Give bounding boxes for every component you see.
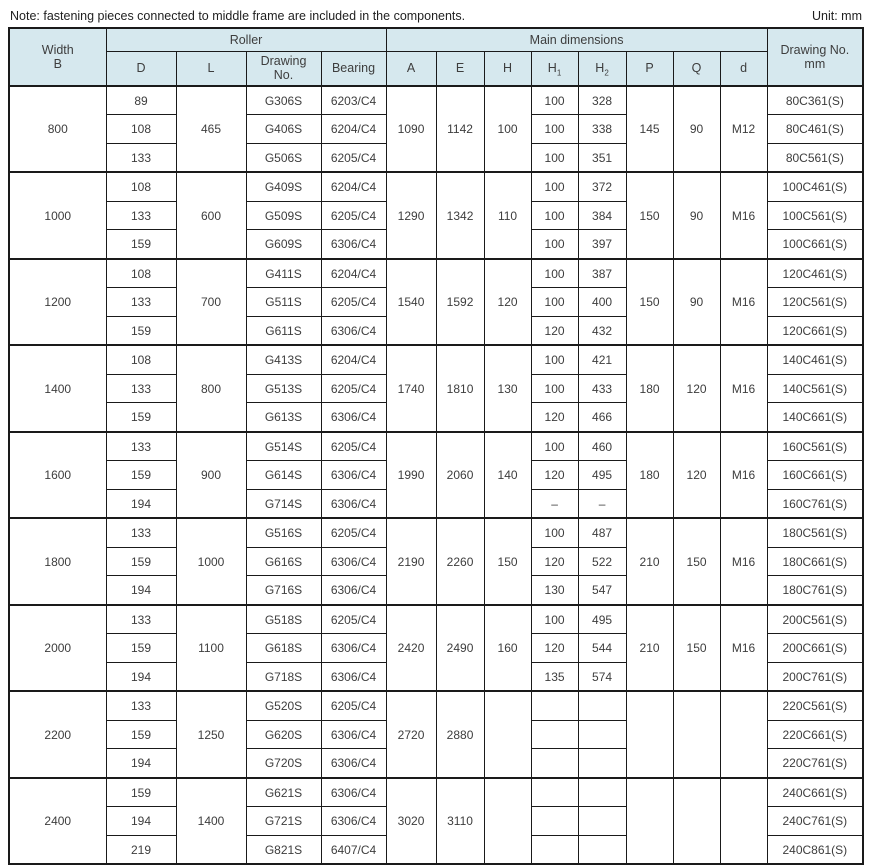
roller-drawing-no-cell: G821S (246, 835, 321, 864)
bearing-cell: 6306/C4 (321, 778, 386, 807)
h2-cell: 522 (578, 547, 626, 576)
h-cell (484, 691, 531, 778)
drawing-no-mm-cell: 100C661(S) (767, 230, 863, 259)
drawing-no-mm-cell: 80C361(S) (767, 86, 863, 115)
roller-drawing-no-cell: G516S (246, 518, 321, 547)
bearing-cell: 6205/C4 (321, 518, 386, 547)
col-header-h2 (578, 52, 626, 86)
drawing-no-mm-cell: 220C561(S) (767, 691, 863, 720)
h1-sub: 1 (556, 68, 562, 78)
l-cell: 1000 (176, 518, 246, 605)
h2-cell: 372 (578, 172, 626, 201)
d-thread-cell: M16 (720, 605, 767, 692)
h1-cell: – (531, 489, 578, 518)
l-cell: 700 (176, 259, 246, 346)
h2-cell: 397 (578, 230, 626, 259)
h1-cell: 135 (531, 662, 578, 691)
h-cell: 130 (484, 345, 531, 432)
table-body (9, 86, 863, 865)
roller-drawing-no-cell: G616S (246, 547, 321, 576)
drawing-no-mm-cell: 180C561(S) (767, 518, 863, 547)
h2-cell: 400 (578, 288, 626, 317)
col-header-d: D (106, 52, 176, 86)
l-cell: 800 (176, 345, 246, 432)
q-cell: 150 (673, 605, 720, 692)
d-thread-cell: M16 (720, 259, 767, 346)
h1-cell: 100 (531, 115, 578, 144)
drawing-no-mm-cell: 240C861(S) (767, 835, 863, 864)
table-header (9, 28, 863, 86)
a-cell: 2720 (386, 691, 436, 778)
d-cell: 194 (106, 807, 176, 836)
col-header-drawing-line2: mm (804, 56, 826, 71)
roller-drawing-no-cell: G613S (246, 403, 321, 432)
a-cell: 1090 (386, 86, 436, 173)
d-thread-cell: M16 (720, 518, 767, 605)
table-row (9, 86, 863, 115)
h1-cell: 100 (531, 432, 578, 461)
d-cell: 159 (106, 403, 176, 432)
bearing-cell: 6306/C4 (321, 489, 386, 518)
drawing-no-mm-cell: 200C561(S) (767, 605, 863, 634)
e-cell: 1592 (436, 259, 484, 346)
q-cell: 90 (673, 259, 720, 346)
bearing-cell: 6306/C4 (321, 403, 386, 432)
table-row (9, 172, 863, 201)
col-header-width-line2: B (53, 56, 62, 71)
h-cell: 160 (484, 605, 531, 692)
h1-cell (531, 778, 578, 807)
bearing-cell: 6205/C4 (321, 143, 386, 172)
e-cell: 2260 (436, 518, 484, 605)
col-header-bearing: Bearing (321, 52, 386, 86)
h2-cell: 487 (578, 518, 626, 547)
roller-drawing-no-cell: G506S (246, 143, 321, 172)
width-b-cell: 1000 (9, 172, 106, 259)
d-cell: 133 (106, 288, 176, 317)
d-thread-cell: M16 (720, 345, 767, 432)
h2-sub: 2 (604, 68, 609, 78)
h1-cell: 120 (531, 634, 578, 663)
d-cell: 219 (106, 835, 176, 864)
d-cell: 194 (106, 576, 176, 605)
d-cell: 159 (106, 547, 176, 576)
d-cell: 159 (106, 634, 176, 663)
roller-drawing-no-cell: G611S (246, 316, 321, 345)
bearing-cell: 6306/C4 (321, 807, 386, 836)
d-cell: 159 (106, 316, 176, 345)
h2-cell (578, 778, 626, 807)
roller-drawing-no-cell: G409S (246, 172, 321, 201)
drawing-no-mm-cell: 120C461(S) (767, 259, 863, 288)
col-header-e: E (436, 52, 484, 86)
h1-cell: 100 (531, 288, 578, 317)
drawing-no-mm-cell: 140C561(S) (767, 374, 863, 403)
roller-drawing-no-cell: G509S (246, 201, 321, 230)
h2-cell: – (578, 489, 626, 518)
h-cell: 140 (484, 432, 531, 519)
d-cell: 133 (106, 143, 176, 172)
col-header-l: L (176, 52, 246, 86)
bearing-cell: 6306/C4 (321, 230, 386, 259)
p-cell (626, 778, 673, 865)
h1-cell (531, 807, 578, 836)
table-row (9, 605, 863, 634)
width-b-cell: 800 (9, 86, 106, 173)
roller-drawing-no-cell: G513S (246, 374, 321, 403)
drawing-no-mm-cell: 220C661(S) (767, 720, 863, 749)
roller-drawing-no-cell: G514S (246, 432, 321, 461)
d-cell: 133 (106, 432, 176, 461)
roller-drawing-no-cell: G716S (246, 576, 321, 605)
h2-cell (578, 807, 626, 836)
d-cell: 194 (106, 489, 176, 518)
h2-cell: 544 (578, 634, 626, 663)
note-text: Note: fastening pieces connected to middle frame are included in the components. (10, 9, 466, 23)
d-cell: 133 (106, 605, 176, 634)
drawing-no-mm-cell: 220C761(S) (767, 749, 863, 778)
h1-cell (531, 749, 578, 778)
d-cell: 133 (106, 201, 176, 230)
d-cell: 159 (106, 461, 176, 490)
drawing-no-mm-cell: 100C561(S) (767, 201, 863, 230)
roller-drawing-no-cell: G306S (246, 86, 321, 115)
col-header-q: Q (673, 52, 720, 86)
bearing-cell: 6407/C4 (321, 835, 386, 864)
a-cell: 3020 (386, 778, 436, 865)
bearing-cell: 6306/C4 (321, 316, 386, 345)
bearing-cell: 6204/C4 (321, 115, 386, 144)
a-cell: 2190 (386, 518, 436, 605)
table-row (9, 259, 863, 288)
e-cell: 1342 (436, 172, 484, 259)
h2-base: H (595, 61, 605, 76)
bearing-cell: 6306/C4 (321, 720, 386, 749)
q-cell: 120 (673, 432, 720, 519)
drawing-no-mm-cell: 80C461(S) (767, 115, 863, 144)
h2-cell: 338 (578, 115, 626, 144)
drawing-no-mm-cell: 160C761(S) (767, 489, 863, 518)
h1-cell: 100 (531, 143, 578, 172)
roller-drawing-no-cell: G718S (246, 662, 321, 691)
e-cell: 3110 (436, 778, 484, 865)
d-cell: 108 (106, 259, 176, 288)
h2-cell: 387 (578, 259, 626, 288)
col-header-drawing-no-mm (767, 28, 863, 86)
bearing-cell: 6306/C4 (321, 634, 386, 663)
p-cell: 180 (626, 432, 673, 519)
h2-cell: 574 (578, 662, 626, 691)
bearing-cell: 6306/C4 (321, 749, 386, 778)
d-cell: 108 (106, 115, 176, 144)
e-cell: 2880 (436, 691, 484, 778)
a-cell: 1740 (386, 345, 436, 432)
d-cell: 159 (106, 230, 176, 259)
roller-drawing-no-cell: G411S (246, 259, 321, 288)
d-thread-cell: M12 (720, 86, 767, 173)
col-header-h1 (531, 52, 578, 86)
h-cell: 100 (484, 86, 531, 173)
col-header-drawing-line1: Drawing No. (780, 42, 850, 57)
l-cell: 465 (176, 86, 246, 173)
a-cell: 1290 (386, 172, 436, 259)
h2-cell: 384 (578, 201, 626, 230)
col-header-roller-drawing-line1: Drawing (260, 54, 307, 68)
e-cell: 2060 (436, 432, 484, 519)
d-thread-cell: M16 (720, 172, 767, 259)
roller-drawing-no-cell: G620S (246, 720, 321, 749)
drawing-no-mm-cell: 120C661(S) (767, 316, 863, 345)
e-cell: 2490 (436, 605, 484, 692)
drawing-no-mm-cell: 160C561(S) (767, 432, 863, 461)
e-cell: 1810 (436, 345, 484, 432)
bearing-cell: 6203/C4 (321, 86, 386, 115)
bearing-cell: 6306/C4 (321, 662, 386, 691)
d-cell: 108 (106, 172, 176, 201)
roller-drawing-no-cell: G511S (246, 288, 321, 317)
h2-cell: 460 (578, 432, 626, 461)
col-header-h: H (484, 52, 531, 86)
h1-cell: 100 (531, 230, 578, 259)
width-b-cell: 1200 (9, 259, 106, 346)
table-row (9, 518, 863, 547)
h2-cell (578, 749, 626, 778)
col-header-main-dimensions: Main dimensions (386, 28, 767, 52)
drawing-no-mm-cell: 80C561(S) (767, 143, 863, 172)
e-cell: 1142 (436, 86, 484, 173)
h1-cell: 100 (531, 518, 578, 547)
drawing-no-mm-cell: 180C761(S) (767, 576, 863, 605)
bearing-cell: 6204/C4 (321, 259, 386, 288)
top-bar (8, 3, 862, 27)
h2-cell: 495 (578, 605, 626, 634)
q-cell (673, 691, 720, 778)
bearing-cell: 6205/C4 (321, 201, 386, 230)
d-thread-cell (720, 691, 767, 778)
roller-drawing-no-cell: G518S (246, 605, 321, 634)
h-cell: 150 (484, 518, 531, 605)
bearing-cell: 6205/C4 (321, 288, 386, 317)
table-row (9, 778, 863, 807)
col-header-p: P (626, 52, 673, 86)
col-header-d-thread: d (720, 52, 767, 86)
q-cell: 90 (673, 172, 720, 259)
p-cell: 210 (626, 605, 673, 692)
d-cell: 108 (106, 345, 176, 374)
table-row (9, 345, 863, 374)
bearing-cell: 6205/C4 (321, 374, 386, 403)
d-cell: 89 (106, 86, 176, 115)
q-cell (673, 778, 720, 865)
drawing-no-mm-cell: 160C661(S) (767, 461, 863, 490)
h2-cell: 433 (578, 374, 626, 403)
table-row (9, 691, 863, 720)
width-b-cell: 2400 (9, 778, 106, 865)
a-cell: 2420 (386, 605, 436, 692)
h2-cell: 547 (578, 576, 626, 605)
col-header-width-b (9, 28, 106, 86)
roller-drawing-no-cell: G520S (246, 691, 321, 720)
d-thread-cell: M16 (720, 432, 767, 519)
roller-drawing-no-cell: G621S (246, 778, 321, 807)
drawing-no-mm-cell: 120C561(S) (767, 288, 863, 317)
h2-cell: 495 (578, 461, 626, 490)
h2-cell: 432 (578, 316, 626, 345)
drawing-no-mm-cell: 180C661(S) (767, 547, 863, 576)
drawing-no-mm-cell: 200C661(S) (767, 634, 863, 663)
h2-cell: 328 (578, 86, 626, 115)
bearing-cell: 6204/C4 (321, 345, 386, 374)
h2-cell: 351 (578, 143, 626, 172)
drawing-no-mm-cell: 100C461(S) (767, 172, 863, 201)
h1-cell: 100 (531, 374, 578, 403)
roller-drawing-no-cell: G609S (246, 230, 321, 259)
h1-cell: 100 (531, 201, 578, 230)
l-cell: 1250 (176, 691, 246, 778)
drawing-no-mm-cell: 140C461(S) (767, 345, 863, 374)
h2-cell: 466 (578, 403, 626, 432)
a-cell: 1540 (386, 259, 436, 346)
h1-cell: 100 (531, 86, 578, 115)
table-row (9, 432, 863, 461)
drawing-no-mm-cell: 140C661(S) (767, 403, 863, 432)
col-header-roller-drawing-line2: No. (273, 68, 294, 83)
h1-cell: 130 (531, 576, 578, 605)
a-cell: 1990 (386, 432, 436, 519)
d-cell: 159 (106, 720, 176, 749)
p-cell: 180 (626, 345, 673, 432)
width-b-cell: 2200 (9, 691, 106, 778)
bearing-cell: 6306/C4 (321, 547, 386, 576)
h1-cell: 120 (531, 316, 578, 345)
p-cell: 145 (626, 86, 673, 173)
d-cell: 194 (106, 662, 176, 691)
h1-cell: 120 (531, 461, 578, 490)
l-cell: 1400 (176, 778, 246, 865)
col-header-roller: Roller (106, 28, 386, 52)
h1-cell (531, 720, 578, 749)
width-b-cell: 2000 (9, 605, 106, 692)
h1-cell: 100 (531, 345, 578, 374)
width-b-cell: 1800 (9, 518, 106, 605)
drawing-no-mm-cell: 240C761(S) (767, 807, 863, 836)
spec-table (8, 27, 864, 865)
d-cell: 133 (106, 691, 176, 720)
col-header-a: A (386, 52, 436, 86)
l-cell: 1100 (176, 605, 246, 692)
bearing-cell: 6205/C4 (321, 691, 386, 720)
bearing-cell: 6306/C4 (321, 461, 386, 490)
q-cell: 90 (673, 86, 720, 173)
d-cell: 159 (106, 778, 176, 807)
p-cell: 150 (626, 172, 673, 259)
roller-drawing-no-cell: G720S (246, 749, 321, 778)
d-thread-cell (720, 778, 767, 865)
d-cell: 133 (106, 374, 176, 403)
roller-drawing-no-cell: G618S (246, 634, 321, 663)
bearing-cell: 6205/C4 (321, 605, 386, 634)
h1-cell: 120 (531, 547, 578, 576)
d-cell: 194 (106, 749, 176, 778)
h2-cell (578, 720, 626, 749)
h-cell: 110 (484, 172, 531, 259)
d-cell: 133 (106, 518, 176, 547)
h1-cell (531, 691, 578, 720)
roller-drawing-no-cell: G413S (246, 345, 321, 374)
col-header-roller-drawing-no (246, 52, 321, 86)
drawing-no-mm-cell: 240C661(S) (767, 778, 863, 807)
h1-cell: 100 (531, 172, 578, 201)
h1-cell: 100 (531, 605, 578, 634)
drawing-no-mm-cell: 200C761(S) (767, 662, 863, 691)
h2-cell: 421 (578, 345, 626, 374)
p-cell: 150 (626, 259, 673, 346)
p-cell (626, 691, 673, 778)
bearing-cell: 6306/C4 (321, 576, 386, 605)
col-header-width-line1: Width (41, 42, 74, 57)
q-cell: 150 (673, 518, 720, 605)
h2-cell (578, 691, 626, 720)
h1-base: H (547, 61, 557, 76)
l-cell: 600 (176, 172, 246, 259)
bearing-cell: 6204/C4 (321, 172, 386, 201)
width-b-cell: 1600 (9, 432, 106, 519)
q-cell: 120 (673, 345, 720, 432)
roller-drawing-no-cell: G714S (246, 489, 321, 518)
width-b-cell: 1400 (9, 345, 106, 432)
p-cell: 210 (626, 518, 673, 605)
h-cell: 120 (484, 259, 531, 346)
h-cell (484, 778, 531, 865)
roller-drawing-no-cell: G406S (246, 115, 321, 144)
h1-cell: 120 (531, 403, 578, 432)
roller-drawing-no-cell: G721S (246, 807, 321, 836)
bearing-cell: 6205/C4 (321, 432, 386, 461)
roller-drawing-no-cell: G614S (246, 461, 321, 490)
l-cell: 900 (176, 432, 246, 519)
h1-cell: 100 (531, 259, 578, 288)
unit-label: Unit: mm (812, 9, 862, 23)
